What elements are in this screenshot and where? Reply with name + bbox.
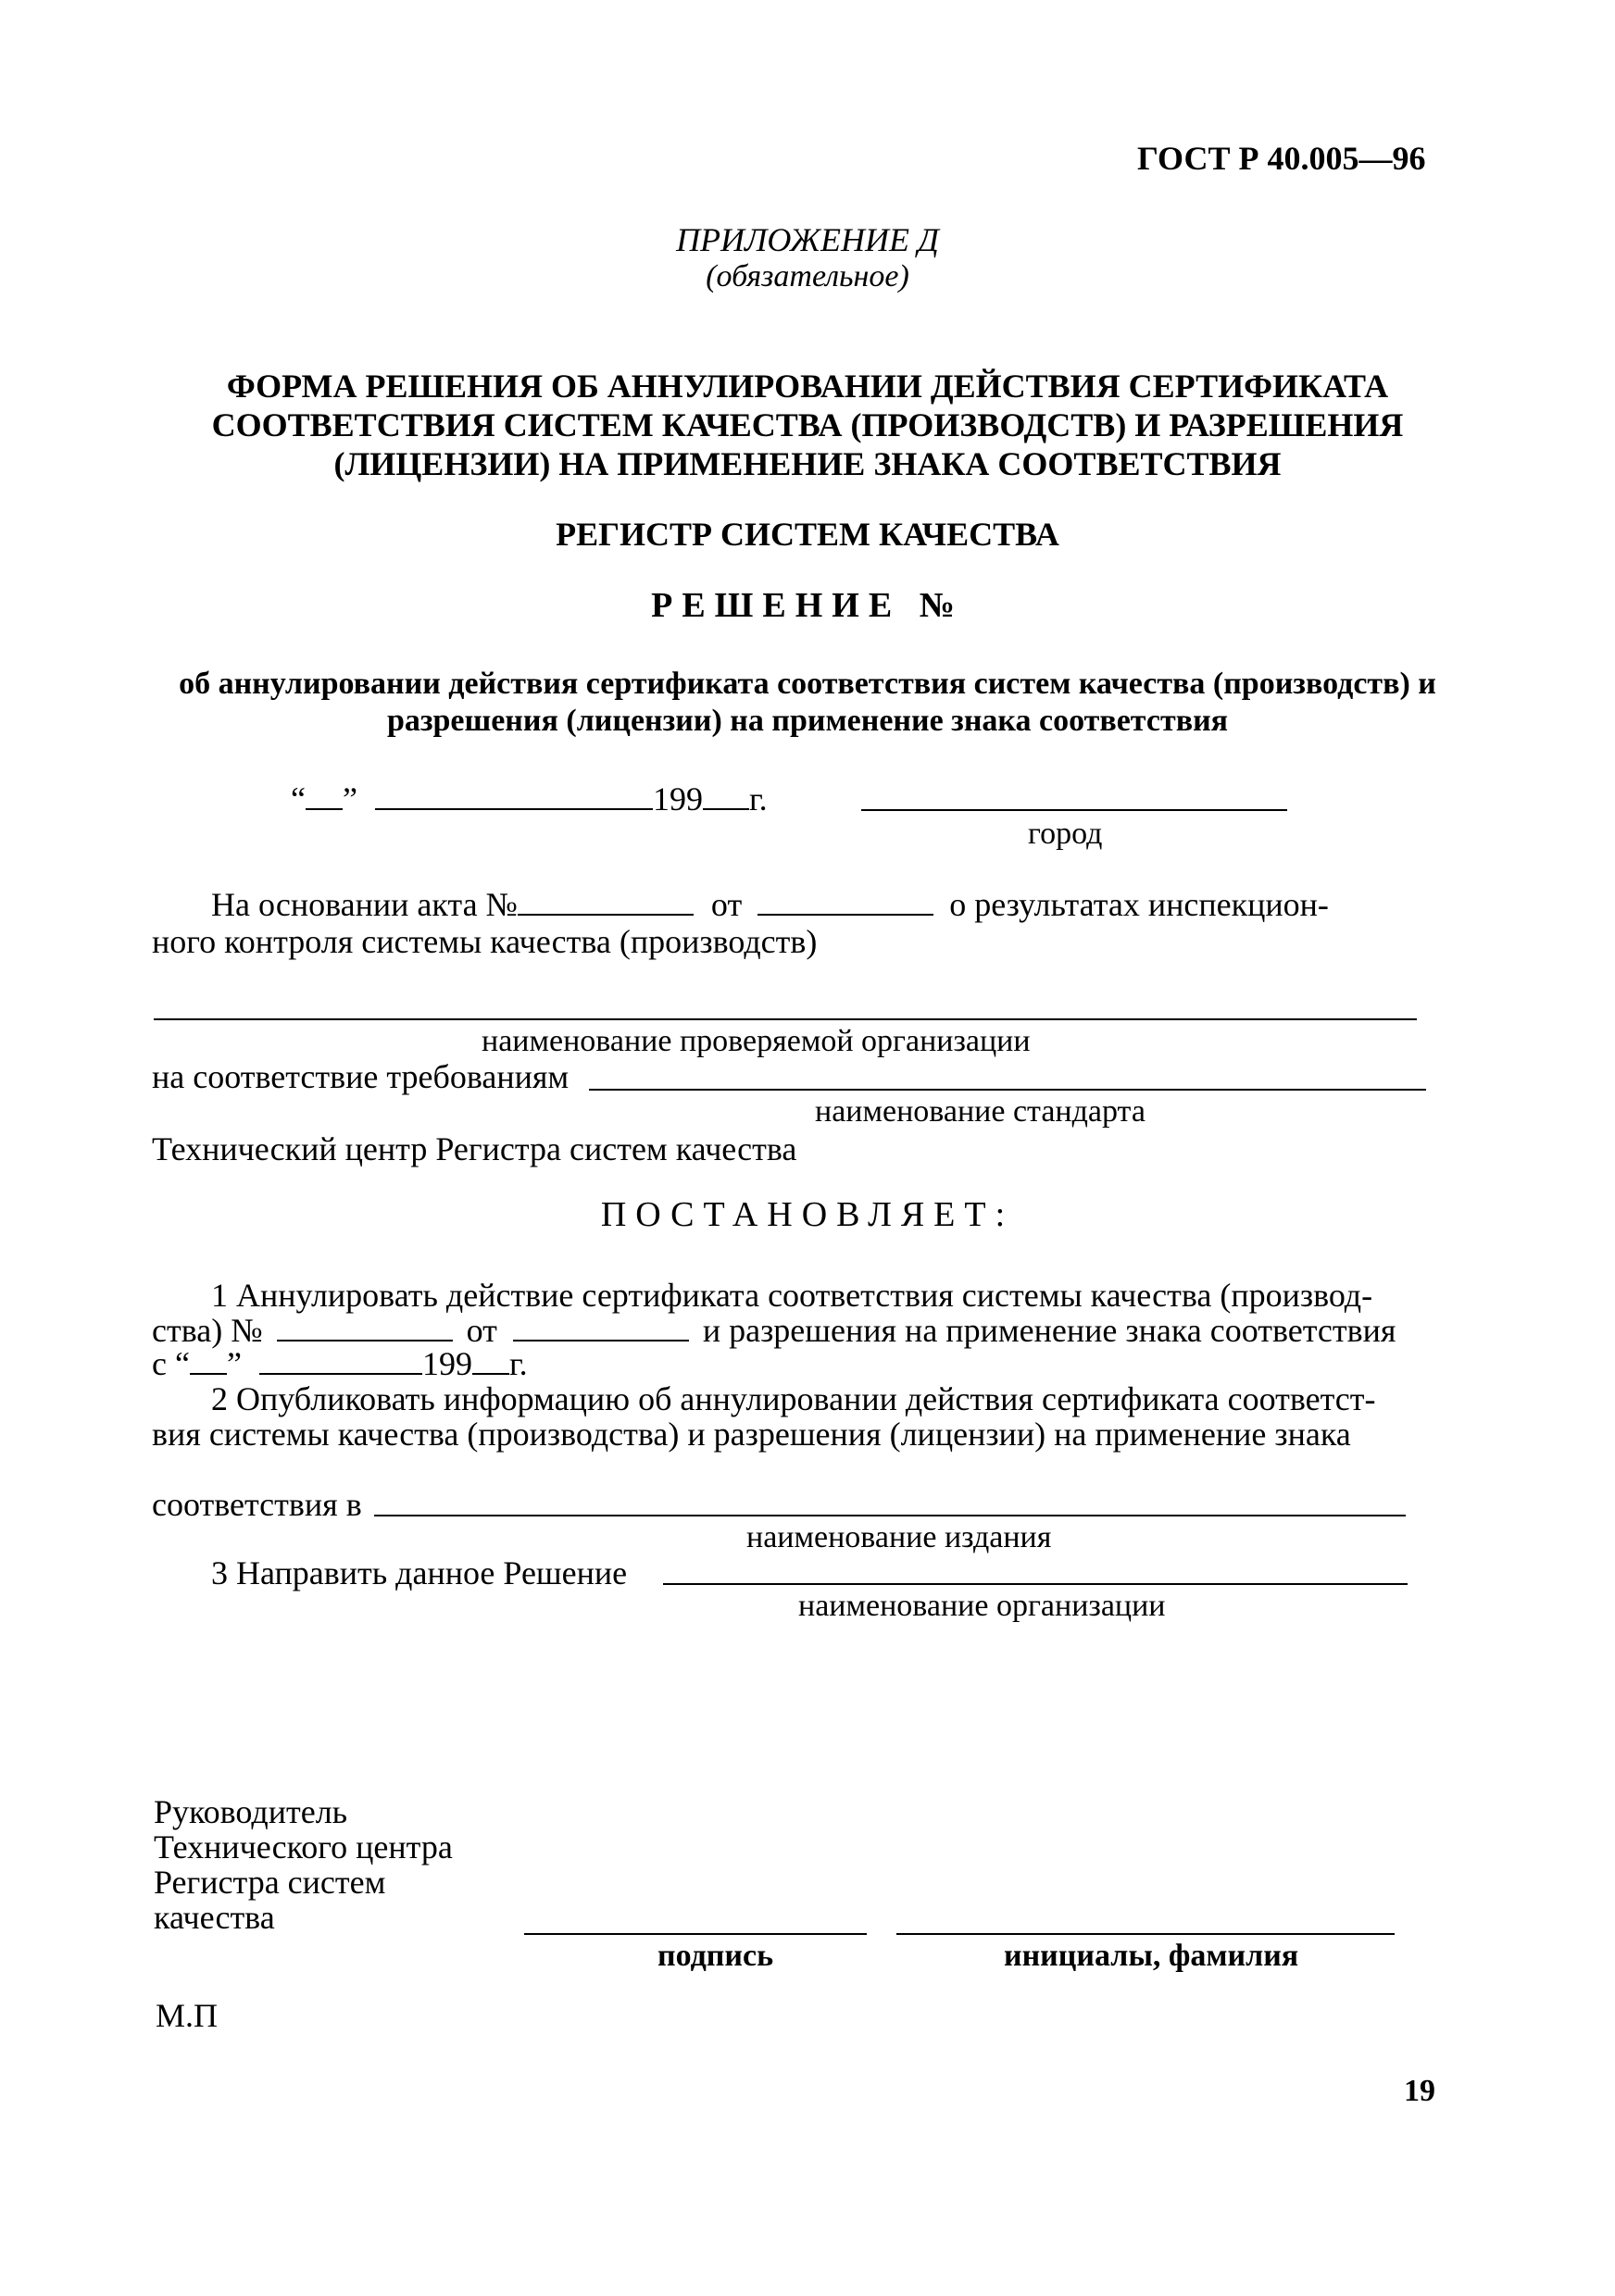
item1-line3 [152,1344,528,1383]
organization-name-caption: наименование организации [798,1589,1166,1623]
item1-since-quote: ” [226,1345,242,1382]
org-name-caption: наименование проверяемой организации [482,1024,1031,1058]
resolves-title: ПОСТАНОВЛЯЕТ: [600,1195,1015,1234]
year-field[interactable] [703,782,749,810]
signature-caption: подпись [657,1939,774,1973]
item1-prefix: ства) № [152,1312,263,1349]
form-title-line3: (ЛИЦЕНЗИИ) НА ПРИМЕНЕНИЕ ЗНАКА СООТВЕТСТВИЯ [333,445,1282,482]
basis-suffix: о результатах инспекцион- [949,886,1329,923]
requirements-prefix: на соответствие требованиям [152,1058,570,1095]
item2-line2: вия системы качества (производства) и разрешения (лицензии) на применение знака [152,1416,1351,1453]
basis-line1 [211,885,1329,924]
publication-name-field[interactable] [374,1515,1406,1516]
decision-title: РЕШЕНИЕ № [651,586,964,625]
basis-from: от [710,886,743,923]
act-number-field[interactable] [518,888,694,916]
date-line [291,780,768,818]
certificate-number-field[interactable] [277,1314,453,1341]
item1-line1: 1 Аннулировать действие сертификата соответствия системы качества (производ- [211,1277,1373,1314]
day-field[interactable] [306,782,343,810]
initials-field[interactable] [896,1933,1395,1935]
standard-name-field[interactable] [589,1089,1426,1091]
item1-suffix: и разрешения на применение знака соответствия [702,1312,1396,1349]
since-year-field[interactable] [472,1347,509,1375]
since-day-field[interactable] [190,1347,227,1375]
standard-name-caption: наименование стандарта [815,1094,1146,1129]
register-title: РЕГИСТР СИСТЕМ КАЧЕСТВА [556,516,1059,553]
form-title-line1: ФОРМА РЕШЕНИЯ ОБ АННУЛИРОВАНИИ ДЕЙСТВИЯ СЕРТИФИКАТА [226,368,1389,405]
basis-line2: ного контроля системы качества (производств) [152,923,818,960]
initials-caption: инициалы, фамилия [1004,1939,1299,1973]
item1-since-prefix: с “ [152,1345,190,1382]
signature-field[interactable] [524,1933,867,1935]
act-date-field[interactable] [757,888,933,916]
item2-line3-prefix: соответствия в [152,1486,362,1523]
month-field[interactable] [375,782,653,810]
appendix-note: (обязательное) [706,259,909,293]
decision-subtitle-line1: об аннулировании действия сертификата соответствия систем качества (производств) и [179,667,1436,701]
standard-number: ГОСТ Р 40.005—96 [1137,140,1426,177]
item1-since-year: 199 [421,1345,472,1382]
decision-subtitle-line2: разрешения (лицензии) на применение знака соответствия [386,704,1229,738]
item1-from: от [466,1312,497,1349]
certificate-date-field[interactable] [513,1314,689,1341]
page-number: 19 [1404,2074,1435,2108]
item3-prefix: 3 Направить данное Решение [211,1554,628,1591]
stamp-mark: М.П [156,1997,219,2034]
tech-center: Технический центр Регистра систем качества [152,1130,797,1167]
org-name-field[interactable] [154,1018,1417,1020]
date-close-quote: ” [342,780,357,817]
signatory-line4: качества [154,1899,275,1936]
date-year-suffix: г. [748,780,768,817]
form-title-line2: СООТВЕТСТВИЯ СИСТЕМ КАЧЕСТВА (ПРОИЗВОДСТВ) И РАЗРЕШЕНИЯ [211,406,1404,443]
date-open-quote: “ [291,780,306,817]
date-year: 199 [652,780,703,817]
city-field[interactable] [861,809,1287,811]
signatory-line3: Регистра систем [154,1864,386,1901]
basis-prefix: На основании акта № [211,886,518,923]
since-month-field[interactable] [259,1347,422,1375]
appendix-title: ПРИЛОЖЕНИЕ Д [676,221,939,258]
signatory-line2: Технического центра [154,1828,453,1866]
item2-line1: 2 Опубликовать информацию об аннулировании действия сертификата соответст- [211,1380,1376,1417]
city-caption: город [1028,817,1103,851]
organization-name-field[interactable] [663,1583,1408,1585]
item1-since-suffix: г. [508,1345,528,1382]
signatory-line1: Руководитель [154,1793,348,1830]
publication-name-caption: наименование издания [746,1520,1052,1554]
